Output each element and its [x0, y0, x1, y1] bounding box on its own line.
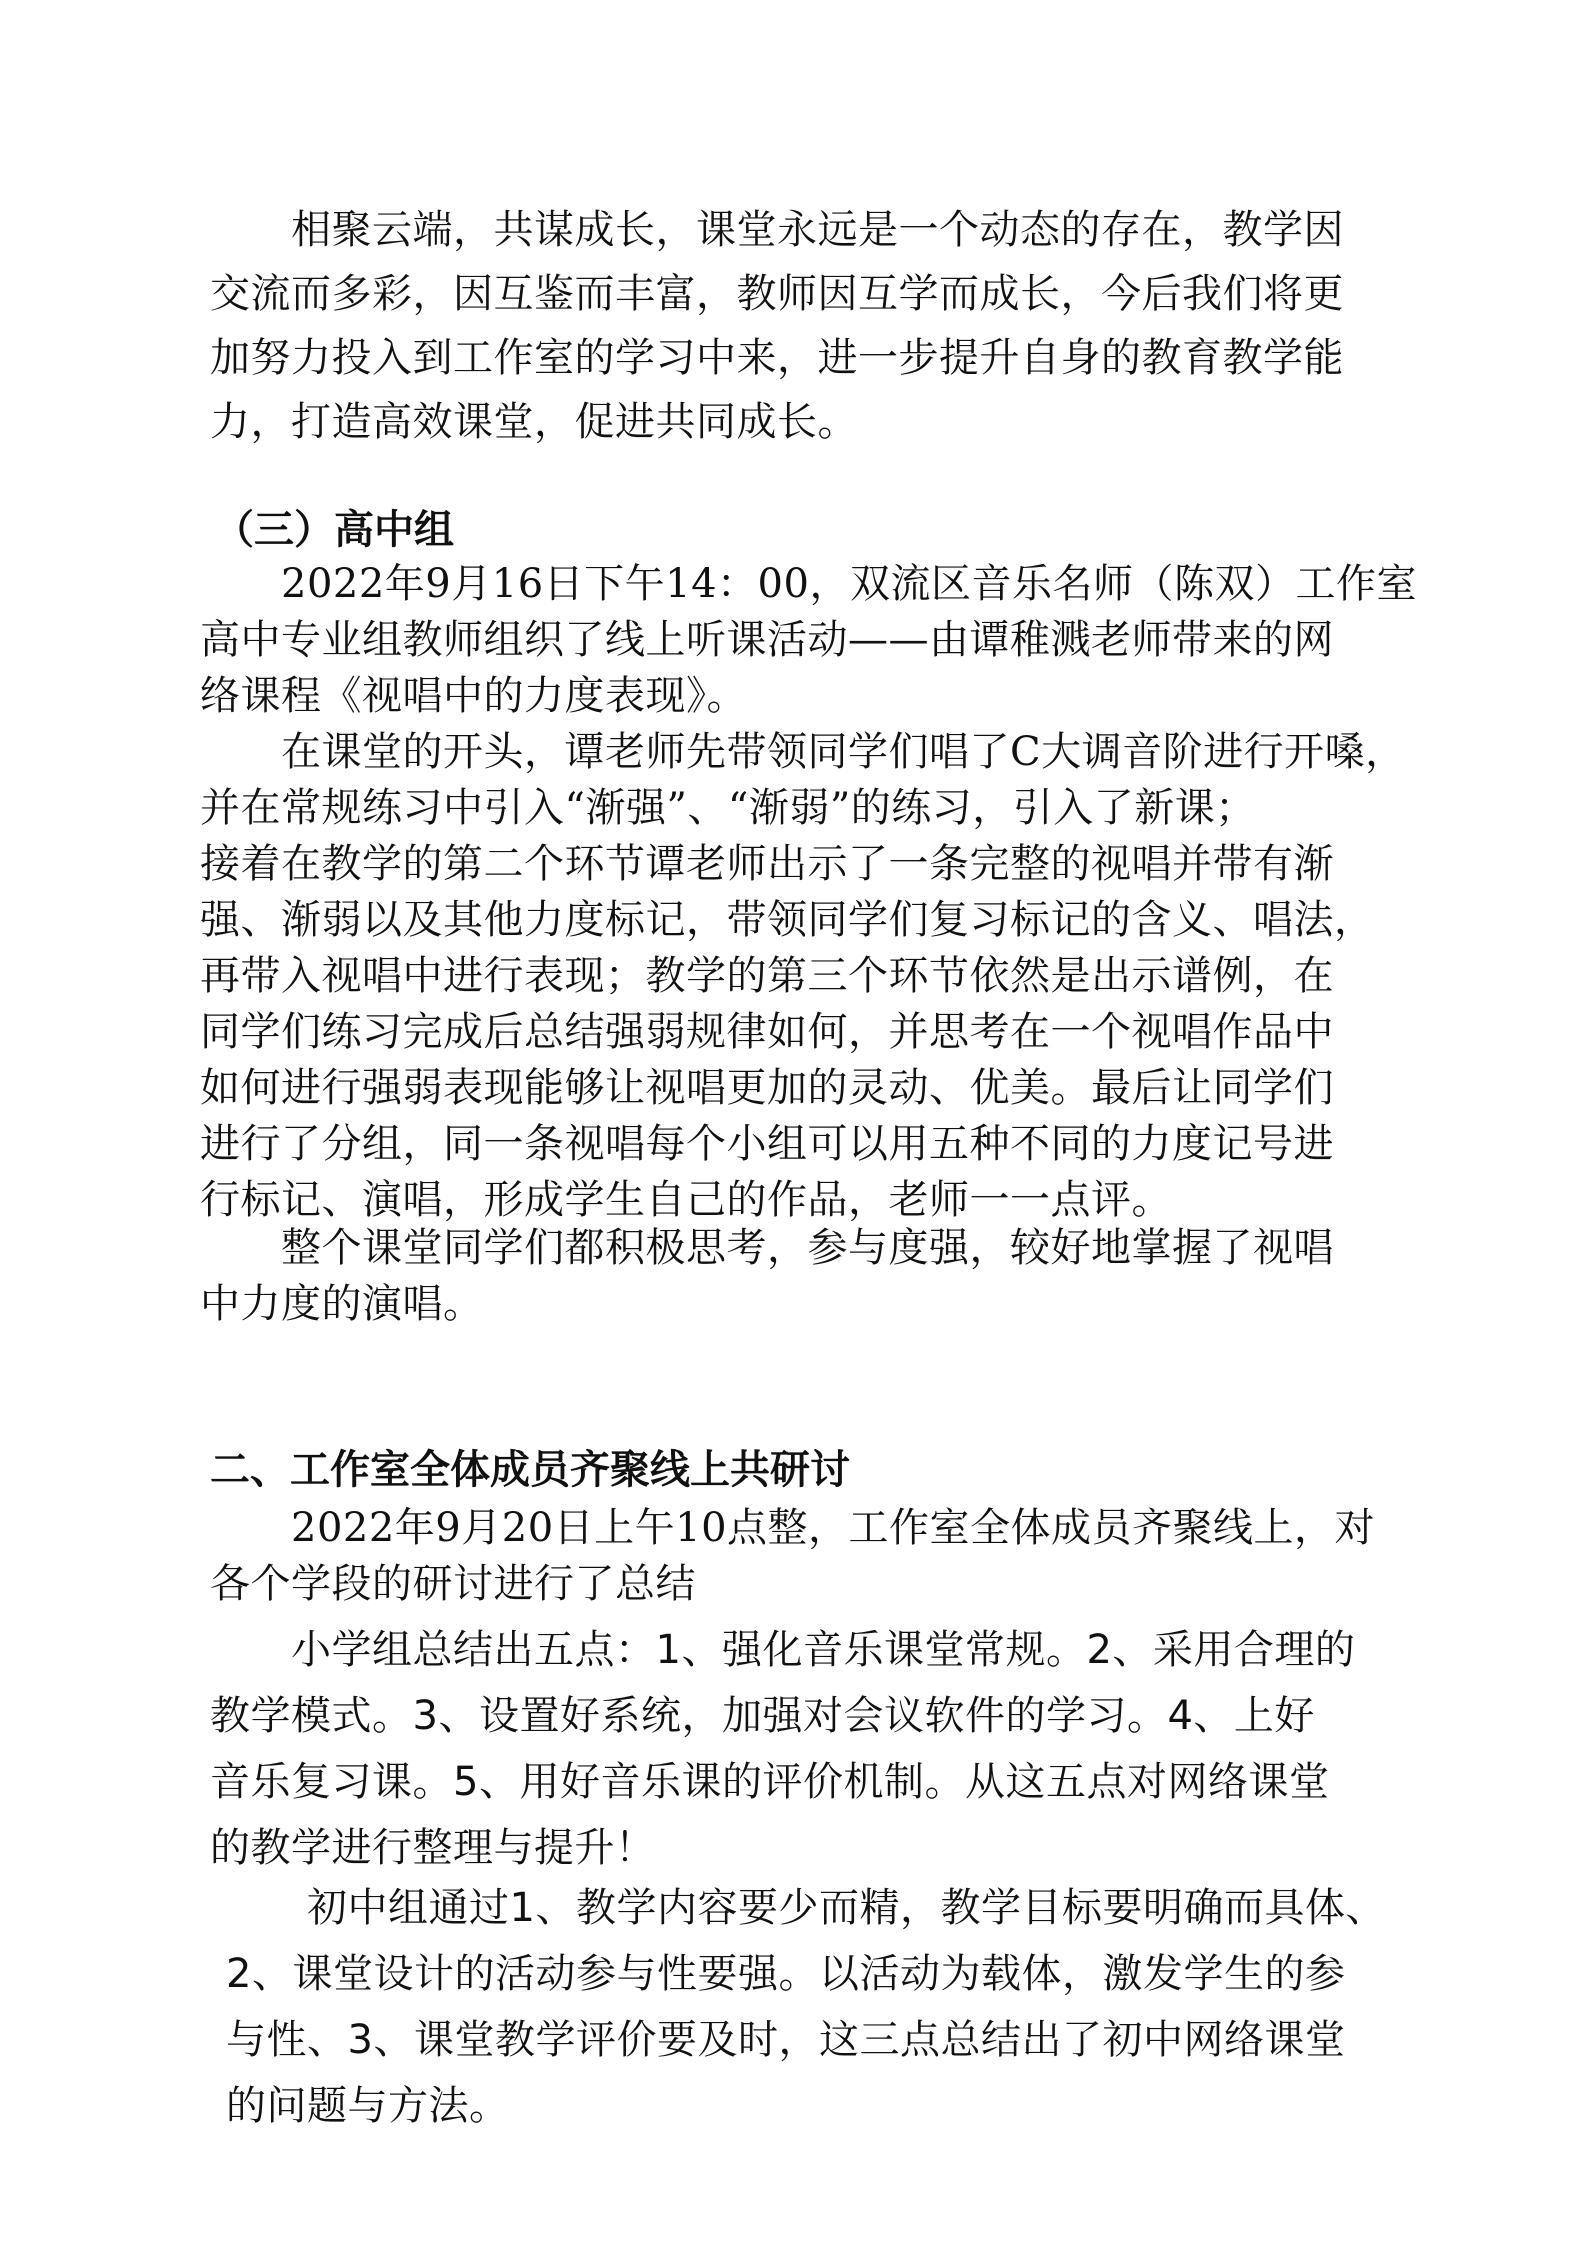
text-line: 进行了分组，同一条视唱每个小组可以用五种不同的力度记号进	[200, 1121, 1334, 1167]
text-line: 同学们练习完成后总结强弱规律如何，并思考在一个视唱作品中	[200, 1009, 1334, 1055]
paragraph-primary-summary	[210, 1617, 1355, 1881]
text-line: 的教学进行整理与提升！	[210, 1825, 656, 1871]
text-line: 音乐复习课。5、用好音乐课的评价机制。从这五点对网络课堂	[210, 1759, 1330, 1805]
text-line: 络课程《视唱中的力度表现》。	[200, 673, 747, 719]
paragraph-discussion-intro	[210, 1500, 1375, 1612]
text-line: 2022年9月20日上午10点整，工作室全体成员齐聚线上，对	[210, 1505, 1376, 1551]
text-line: 小学组总结出五点：1、强化音乐课堂常规。2、采用合理的	[210, 1627, 1356, 1673]
text-line: 整个课堂同学们都积极思考，参与度强，较好地掌握了视唱	[200, 1225, 1334, 1271]
text-line: 高中专业组教师组织了线上听课活动——由谭稚溅老师带来的网	[200, 617, 1334, 663]
text-line: 相聚云端，共谋成长，课堂永远是一个动态的存在，教学因	[210, 207, 1344, 253]
text-line: 的问题与方法。	[226, 2083, 510, 2129]
paragraph-junior-summary	[226, 1875, 1386, 2139]
text-line: 交流而多彩，因互鉴而丰富，教师因互学而成长，今后我们将更	[210, 271, 1344, 317]
text-line: 各个学段的研讨进行了总结	[210, 1561, 696, 1607]
text-line: 2022年9月16日下午14：00，双流区音乐名师（陈双）工作室	[200, 561, 1417, 607]
text-line: 教学模式。3、设置好系统，加强对会议软件的学习。4、上好	[210, 1693, 1315, 1739]
text-line: 如何进行强弱表现能够让视唱更加的灵动、优美。最后让同学们	[200, 1065, 1334, 1111]
paragraph-high-school-intro	[200, 556, 1417, 724]
text-line: 并在常规练习中引入“渐强”、“渐弱”的练习，引入了新课；	[200, 785, 1256, 831]
text-line: 初中组通过1、教学内容要少而精，教学目标要明确而具体、	[226, 1885, 1386, 1931]
text-line: 强、渐弱以及其他力度标记，带领同学们复习标记的含义、唱法，	[200, 897, 1375, 943]
text-line: 接着在教学的第二个环节谭老师出示了一条完整的视唱并带有渐	[200, 841, 1334, 887]
text-line: 2、课堂设计的活动参与性要强。以活动为载体，激发学生的参	[226, 1951, 1346, 1997]
text-line: 加努力投入到工作室的学习中来，进一步提升自身的教育教学能	[210, 335, 1344, 381]
text-line: 中力度的演唱。	[200, 1281, 484, 1327]
section-heading-joint-discussion: 二、工作室全体成员齐聚线上共研讨	[210, 1447, 850, 1493]
text-line: 力，打造高效课堂，促进共同成长。	[210, 399, 858, 445]
section-heading-high-school: （三）高中组	[214, 507, 454, 553]
paragraph-conclusion	[210, 198, 1344, 454]
text-line: 行标记、演唱，形成学生自己的作品，老师一一点评。	[200, 1177, 1172, 1223]
text-line: 与性、3、课堂教学评价要及时，这三点总结出了初中网络课堂	[226, 2017, 1346, 2063]
paragraph-high-school-summary	[200, 1220, 1334, 1332]
text-line: 在课堂的开头，谭老师先带领同学们唱了C大调音阶进行开嗓，	[200, 729, 1406, 775]
paragraph-high-school-lesson	[200, 724, 1406, 1228]
text-line: 再带入视唱中进行表现；教学的第三个环节依然是出示谱例，在	[200, 953, 1334, 999]
